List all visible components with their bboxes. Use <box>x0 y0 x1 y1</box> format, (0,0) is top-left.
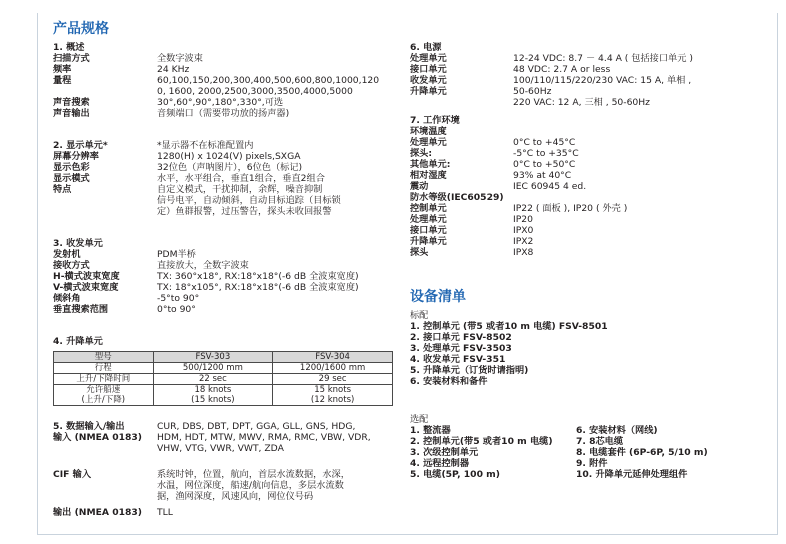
transceiver-spec-value: -5°to 90° <box>157 293 200 304</box>
general-spec-label: 声音搜索 <box>53 97 90 108</box>
equipment-list-title: 设备清单 <box>410 289 466 305</box>
product-spec-title: 产品规格 <box>53 21 109 37</box>
general-spec-label: 声音输出 <box>53 108 90 119</box>
list-item: 6. 安装材料（网线) <box>576 425 658 436</box>
lift-cell: 行程 <box>54 363 154 374</box>
transceiver-spec-label: H-横式波束宽度 <box>53 271 120 282</box>
optional-heading: 选配 <box>410 414 429 425</box>
lift-header-fsv303: FSV-303 <box>153 352 273 363</box>
lift-cell: 22 sec <box>153 374 273 385</box>
display-spec-value: 信号电平，自动倾斜，自动目标追踪（目标锁 <box>157 195 341 206</box>
power-spec-label: 收发单元 <box>410 75 447 86</box>
lift-cell: 上升/下降时间 <box>54 374 154 385</box>
transceiver-spec-value: 直接放大，全数字波束 <box>157 260 249 271</box>
lift-header-model: 型号 <box>54 352 154 363</box>
display-heading: 2. 显示单元* <box>53 140 108 151</box>
list-item: 4. 远程控制器 <box>410 458 470 469</box>
lift-table-header <box>54 352 393 363</box>
general-heading: 1. 概述 <box>53 42 85 53</box>
power-spec-label: 升降单元 <box>410 86 447 97</box>
list-item: 3. 次级控制单元 <box>410 447 479 458</box>
lift-cell <box>153 385 273 406</box>
data-io-heading: 5. 数据输入/输出 <box>53 421 125 432</box>
environment-spec-value: 93% at 40°C <box>513 170 572 181</box>
environment-spec-label: 探头 <box>410 247 429 258</box>
list-item: 5. 升降单元（订货时请指明) <box>410 365 529 376</box>
list-item: 2. 接口单元 FSV-8502 <box>410 332 512 343</box>
cif-line: 系统时钟，位置，航向，首层水流数据，水深， <box>157 469 350 480</box>
lift-unit-table <box>53 351 393 406</box>
environment-spec-value: IPX2 <box>513 236 534 247</box>
list-item: 2. 控制单元(带5 或者10 m 电缆) <box>410 436 553 447</box>
environment-spec-value: 0°C to +50°C <box>513 159 576 170</box>
nmea-input-line: VHW, VTG, VWR, VWT, ZDA <box>157 443 284 454</box>
general-spec-label: 量程 <box>53 75 72 86</box>
speed-label: 允许船速 <box>86 385 121 395</box>
environment-spec-value: IP20 <box>513 214 533 225</box>
environment-spec-label: 探头: <box>410 148 433 159</box>
display-spec-label: 屏幕分辨率 <box>53 151 99 162</box>
list-item: 1. 整流器 <box>410 425 451 436</box>
general-spec-value: 音频端口（需要带功放的扬声器) <box>157 108 290 119</box>
speed-value-sub: (12 knots) <box>310 395 355 405</box>
general-spec-label: 频率 <box>53 64 72 75</box>
list-item: 1. 控制单元 (带5 或者10 m 电缆) FSV-8501 <box>410 321 608 332</box>
general-spec-value: 0, 1600, 2000,2500,3000,3500,4000,5000 <box>157 86 353 97</box>
general-spec-label: 扫描方式 <box>53 53 90 64</box>
list-item: 7. 8芯电缆 <box>576 436 624 447</box>
list-item: 4. 收发单元 FSV-351 <box>410 354 506 365</box>
power-spec-value: 100/110/115/220/230 VAC: 15 A, 单相 , <box>513 75 692 86</box>
environment-spec-value: IPX0 <box>513 225 534 236</box>
table-row <box>54 374 393 385</box>
list-item: 9. 附件 <box>576 458 608 469</box>
transceiver-spec-value: 0°to 90° <box>157 304 196 315</box>
environment-spec-label: 环境温度 <box>410 126 447 137</box>
nmea-input-label: 输入 (NMEA 0183) <box>53 432 142 443</box>
nmea-input-line: HDM, HDT, MTW, MWV, RMA, RMC, VBW, VDR, <box>157 432 371 443</box>
nmea-output-value: TLL <box>157 507 173 518</box>
environment-spec-value: IEC 60945 4 ed. <box>513 181 587 192</box>
environment-spec-label: 其他单元: <box>410 159 451 170</box>
power-spec-value: 48 VDC: 2.7 A or less <box>513 64 611 75</box>
environment-spec-value: -5°C to +35°C <box>513 148 579 159</box>
transceiver-spec-label: 倾斜角 <box>53 293 81 304</box>
power-spec-label: 接口单元 <box>410 64 447 75</box>
power-spec-value: 50-60Hz <box>513 86 552 97</box>
display-spec-label: 显示色彩 <box>53 162 90 173</box>
speed-value: 18 knots <box>194 385 232 395</box>
lift-cell <box>273 385 393 406</box>
display-spec-label: 特点 <box>53 184 72 195</box>
lift-cell: 1200/1600 mm <box>273 363 393 374</box>
display-spec-value: 32位色（声呐图片），6位色（标记) <box>157 162 303 173</box>
lift-header-fsv304: FSV-304 <box>273 352 393 363</box>
standard-heading: 标配 <box>410 310 429 321</box>
general-spec-value: 24 KHz <box>157 64 190 75</box>
general-spec-value: 60,100,150,200,300,400,500,600,800,1000,120 <box>157 75 380 86</box>
list-item: 6. 安装材料和备件 <box>410 376 488 387</box>
transceiver-spec-value: TX: 360°x18°, RX:18°x18°(-6 dB 全波束宽度) <box>157 271 359 282</box>
power-spec-label: 处理单元 <box>410 53 447 64</box>
transceiver-spec-value: TX: 18°x105°, RX:18°x18°(-6 dB 全波束宽度) <box>157 282 359 293</box>
environment-spec-label: 控制单元 <box>410 203 447 214</box>
lift-cell <box>54 385 154 406</box>
general-spec-value: 全数字波束 <box>157 53 203 64</box>
display-note: *显示器不在标准配置内 <box>157 140 254 151</box>
display-spec-label: 显示模式 <box>53 173 90 184</box>
cif-line: 据，渔网深度，风速风向，网位仪号码 <box>157 491 314 502</box>
environment-spec-value: 0°C to +45°C <box>513 137 576 148</box>
environment-heading: 7. 工作环境 <box>410 115 460 126</box>
display-spec-value: 定）鱼群报警，过压警告，探头未收回报警 <box>157 206 332 217</box>
environment-spec-label: 处理单元 <box>410 214 447 225</box>
transceiver-spec-label: 发射机 <box>53 249 81 260</box>
environment-spec-label: 处理单元 <box>410 137 447 148</box>
transceiver-spec-label: 接收方式 <box>53 260 90 271</box>
power-spec-value: 220 VAC: 12 A, 三相 , 50-60Hz <box>513 97 651 108</box>
environment-spec-value: IPX8 <box>513 247 534 258</box>
list-item: 3. 处理单元 FSV-3503 <box>410 343 512 354</box>
display-spec-value: 水平，水平组合，垂直1组合，垂直2组合 <box>157 173 325 184</box>
transceiver-spec-label: 垂直搜索范围 <box>53 304 109 315</box>
table-row <box>54 385 393 406</box>
speed-value: 15 knots <box>314 385 351 395</box>
environment-spec-label: 防水等级(IEC60529) <box>410 192 504 203</box>
table-row <box>54 363 393 374</box>
general-spec-value: 30°,60°,90°,180°,330°,可选 <box>157 97 284 108</box>
lift-cell: 29 sec <box>273 374 393 385</box>
cif-input-label: CIF 输入 <box>53 469 92 480</box>
transceiver-heading: 3. 收发单元 <box>53 238 103 249</box>
display-spec-value: 1280(H) x 1024(V) pixels,SXGA <box>157 151 301 162</box>
environment-spec-value: IP22 ( 面板 ), IP20 ( 外壳 ) <box>513 203 628 214</box>
nmea-output-label: 输出 (NMEA 0183) <box>53 507 142 518</box>
cif-line: 水温，网位深度，船速/航向信息，多层水流数 <box>157 480 344 491</box>
power-heading: 6. 电源 <box>410 42 442 53</box>
environment-spec-label: 震动 <box>410 181 429 192</box>
transceiver-spec-value: PDM半桥 <box>157 249 196 260</box>
environment-spec-label: 升降单元 <box>410 236 447 247</box>
nmea-input-line: CUR, DBS, DBT, DPT, GGA, GLL, GNS, HDG, <box>157 421 356 432</box>
lift-heading: 4. 升降单元 <box>53 336 103 347</box>
lift-cell: 500/1200 mm <box>153 363 273 374</box>
transceiver-spec-label: V-横式波束宽度 <box>53 282 119 293</box>
speed-value-sub: (15 knots) <box>191 395 235 405</box>
list-item: 5. 电缆(5P, 100 m) <box>410 469 500 480</box>
list-item: 8. 电缆套件 (6P-6P, 5/10 m) <box>576 447 708 458</box>
environment-spec-label: 接口单元 <box>410 225 447 236</box>
environment-spec-label: 相对湿度 <box>410 170 447 181</box>
speed-label-sub: (上升/下降) <box>81 395 126 405</box>
display-spec-value: 自定义模式，干扰抑制，余辉，噪音抑制 <box>157 184 323 195</box>
power-spec-value: 12-24 VDC: 8.7 － 4.4 A ( 包括接口单元 ) <box>513 53 693 64</box>
list-item: 10. 升降单元延伸处理组件 <box>576 469 688 480</box>
